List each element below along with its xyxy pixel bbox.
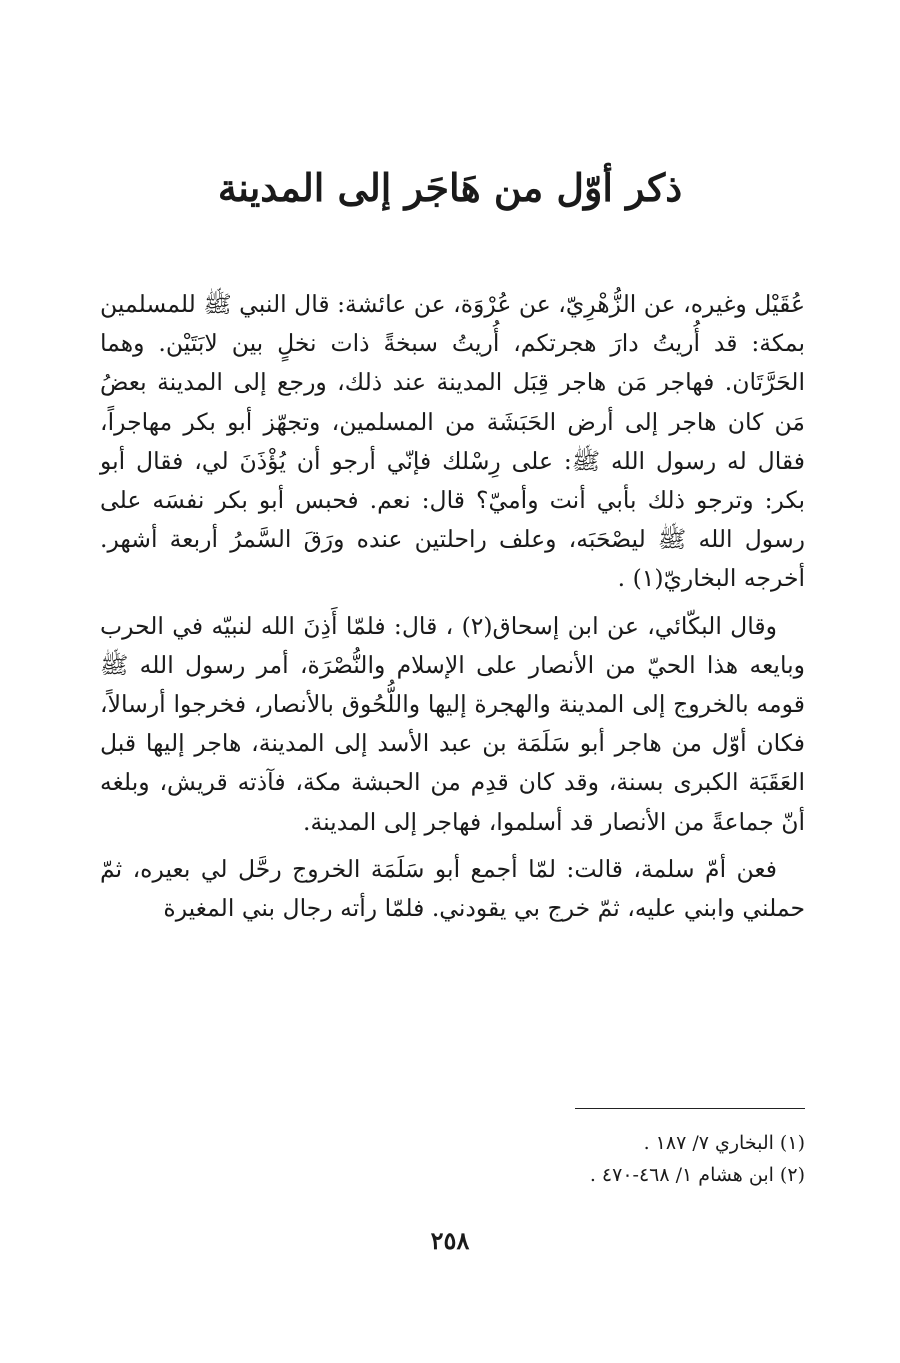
main-text bbox=[100, 285, 805, 936]
paragraph-2: وقال البكّائي، عن ابن إسحاق(٢) ، قال: فلمّا أَذِنَ الله لنبيّه في الحرب وبايعه هذا الحيّ من الأنصار على الإسلام والنُّصْرَة، أمر رسول الله ﷺ قومه بالخروج إلى المدينة والهجرة إليها واللُّحُوق بالأنصار، فخرجوا أرسالاً، فكان أوّل من هاجر أبو سَلَمَة بن عبد الأسد إلى المدينة، هاجر إليها قبل العَقَبَة الكبرى بسنة، وقد كان قدِم من الحبشة مكة، فآذته قريش، وبلغه أنّ جماعةً من الأنصار قد أسلموا، فهاجر إلى المدينة. bbox=[100, 611, 805, 836]
page-title: ذكر أوّل من هَاجَر إلى المدينة bbox=[217, 165, 683, 210]
paragraph-3: فعن أمّ سلمة، قالت: لمّا أجمع أبو سَلَمَة الخروج رحَّل لي بعيره، ثمّ حملني وابني عليه، ثمّ خرج بي يقودني. فلمّا رأته رجال بني المغيرة bbox=[100, 854, 805, 923]
footnotes bbox=[100, 1108, 805, 1191]
footnote-1: (١) البخاري ٧/ ١٨٧ . bbox=[643, 1132, 805, 1154]
page-number: ٢٥٨ bbox=[430, 1226, 470, 1255]
footnote-2: (٢) ابن هشام ١/ ٤٦٨-٤٧٠ . bbox=[589, 1164, 805, 1186]
paragraph-1: عُقَيْل وغيره، عن الزُّهْرِيّ، عن عُرْوَة، عن عائشة: قال النبي ﷺ للمسلمين بمكة: قد أُريتُ دارَ هجرتكم، أُريتُ سبخةً ذات نخلٍ بين لابَتَيْن. وهما الحَرَّتَان. فهاجر مَن هاجر قِبَل المدينة عند ذلك، ورجع إلى المدينة بعضُ مَن كان هاجر إلى أرض الحَبَشَة من المسلمين، وتجهّز أبو بكر مهاجراً، فقال له رسول الله ﷺ: على رِسْلك فإنّي أرجو أن يُؤْذَنَ لي، فقال أبو بكر: وترجو ذلك بأبي أنت وأميّ؟ قال: نعم. فحبس أبو بكر نفسَه على رسول الله ﷺ ليصْحَبَه، وعلف راحلتين عنده ورَقَ السَّمرُ أربعة أشهر. أخرجه البخاريّ(١) . bbox=[100, 290, 805, 593]
footnote-divider bbox=[575, 1108, 805, 1109]
